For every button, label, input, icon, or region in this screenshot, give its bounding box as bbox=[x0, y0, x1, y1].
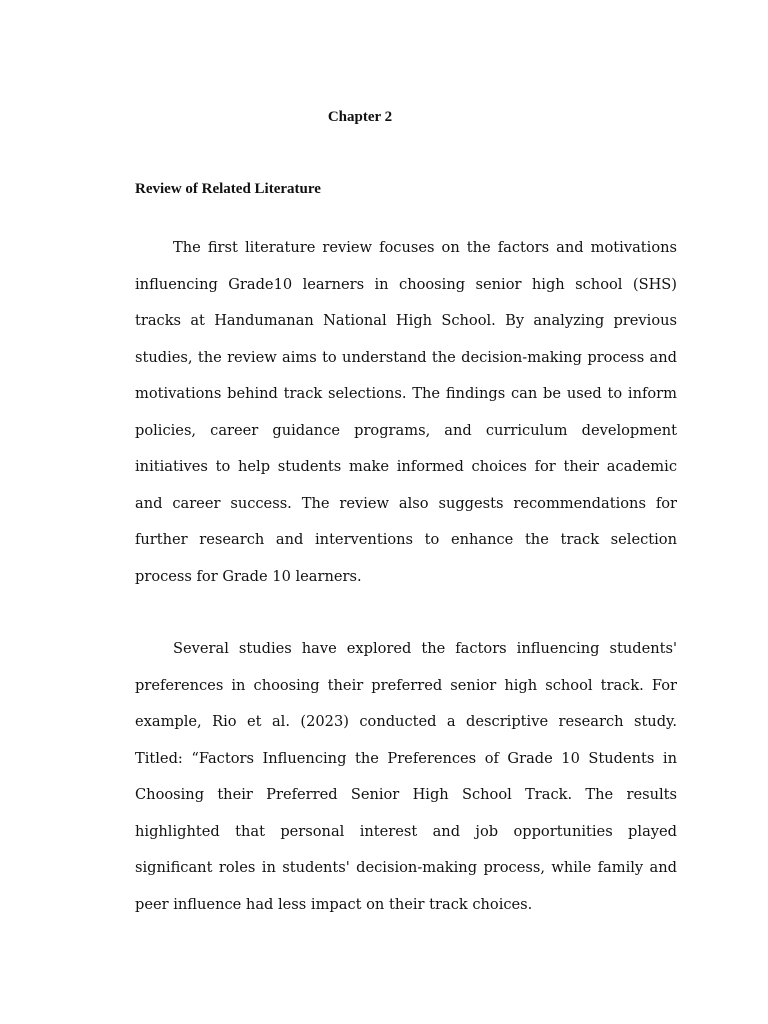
chapter-title: Chapter 2 bbox=[327, 109, 393, 125]
section-heading: Review of Related Literature bbox=[135, 181, 321, 197]
body-paragraph-2: Several studies have explored the factors influencing students' preferences in choosing their preferred senior high school track. For example, Rio et al. (2023) conducted a descriptive research study. Titled: “Factors Influencing the Preferences of Grade 10 Students in Choosing their Preferred Senior High School Track. The results highlighted that personal interest and job opportunities played significant roles in students' decision-making process, while family and peer influence had less impact on their track choices. bbox=[135, 640, 677, 913]
body-paragraph-1: The first literature review focuses on the factors and motivations influencing Grade10 learners in choosing senior high school (SHS) tracks at Handumanan National High School. By analyzing previous studies, the review aims to understand the decision-making process and motivations behind track selections. The findings can be used to inform policies, career guidance programs, and curriculum development initiatives to help students make informed choices for their academic and career success. The review also suggests recommendations for further research and interventions to enhance the track selection process for Grade 10 learners. bbox=[135, 239, 677, 585]
